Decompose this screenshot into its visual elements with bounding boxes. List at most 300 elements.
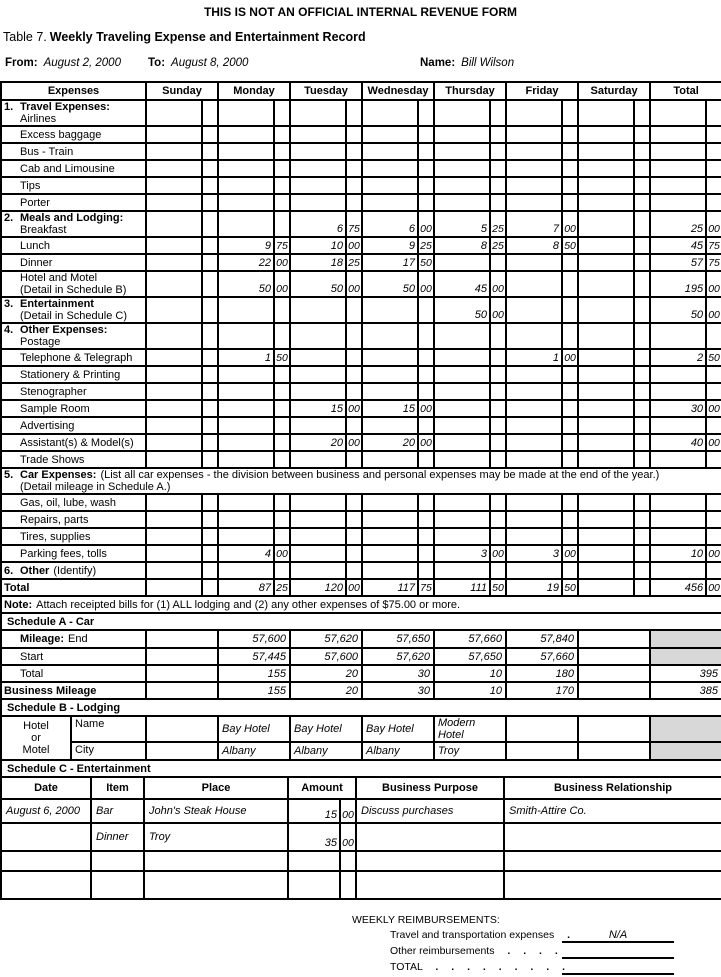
row-label [4,403,143,415]
cents-fri [562,451,578,468]
amount-tue [290,545,346,562]
lodging-city-thu: Troy [434,742,506,760]
schedule-a-thu: 57,650 [434,648,506,665]
row-label-plain: Total [20,667,44,680]
row-label-sub: Breakfast [20,224,67,236]
note-row [1,596,721,613]
cents-tue [346,383,362,400]
schedule-a-thu: 57,660 [434,630,506,648]
schedule-a-total [650,648,721,665]
row-label [4,548,143,560]
cents-sat [634,323,650,349]
amount-thu [434,100,490,126]
amount-sat [578,366,634,383]
cents-total [706,383,721,400]
cents-wed: 00 [418,211,434,237]
cents-thu [490,562,506,579]
cents-tue: 00 [346,434,362,451]
row-number: 1. [4,101,14,113]
schedule-b-title: Schedule B - Lodging [1,699,721,716]
amount-wed [362,194,418,211]
cents-mon [274,323,290,349]
amount-thu [434,562,490,579]
row-label [4,469,719,481]
entertainment-date [1,851,91,871]
cents-sun [202,254,218,271]
amount-thu [434,160,490,177]
row-label [4,352,143,364]
cents-fri [562,194,578,211]
amount-wed [362,177,418,194]
cents-sat [634,562,650,579]
row-label [4,514,143,526]
amount-thu: 3 [434,545,490,562]
schedule-a-tue: 20 [290,665,362,682]
cents-wed: 50 [418,254,434,271]
cents-fri [562,434,578,451]
cents-sat [634,100,650,126]
amount-sat [578,451,634,468]
amount-thu [434,143,490,160]
cents-wed [418,297,434,323]
cents-tue: 00 [346,400,362,417]
entertainment-relationship [504,823,721,851]
cents-wed [418,177,434,194]
amount-mon: 50 [218,271,274,297]
cents-tue [346,126,362,143]
amount-total [650,143,706,160]
cents-sun [202,237,218,254]
amount-thu [434,366,490,383]
cents-wed [418,126,434,143]
row-label [4,633,143,645]
amount-sat [578,400,634,417]
to-value: August 8, 2000 [171,57,249,69]
column-header-sunday: Sunday [146,82,218,100]
lodging-name-fri [506,716,578,742]
from-field [5,57,121,69]
amount-thu [434,451,490,468]
amount-sat [578,194,634,211]
schedule-a-wed: 30 [362,665,434,682]
amount-total: 195 [650,271,706,297]
row-label-plain: Excess baggage [20,128,102,141]
amount-tue [290,383,346,400]
cents-sat [634,143,650,160]
amount-thu [434,126,490,143]
cents-wed [418,323,434,349]
cents-sat [634,211,650,237]
schedule-a-label [1,648,146,665]
amount-sun [146,126,202,143]
weekly-reimbursements-section [352,914,674,977]
expense-row [1,349,721,366]
cents-sat [634,237,650,254]
entertainment-place: Troy [144,823,288,851]
entertainment-row [1,799,721,823]
amount-wed [362,366,418,383]
cents-thu: 25 [490,211,506,237]
cents-mon [274,494,290,511]
cents-thu [490,323,506,349]
cents-tue [346,349,362,366]
amount-wed: 6 [362,211,418,237]
schedule-a-label [1,630,146,648]
row-label-plain: Tires, supplies [20,530,91,543]
lodging-name-sun [146,716,218,742]
expense-label-cell [1,126,146,143]
cents-wed [418,366,434,383]
row-number: 3. [4,298,14,310]
column-header-monday: Monday [218,82,290,100]
schedule-a-sun [146,648,218,665]
cents-total: 00 [706,579,721,596]
amount-tue [290,160,346,177]
row-label [4,369,143,381]
cents-wed [418,160,434,177]
cents-thu [490,383,506,400]
amount-tue [290,143,346,160]
entertainment-cents [340,871,356,899]
amount-tue: 15 [290,400,346,417]
entertainment-place [144,851,288,871]
row-label-plain: Repairs, parts [20,513,89,526]
cents-total [706,194,721,211]
amount-sat [578,434,634,451]
cents-sat [634,126,650,143]
row-label [4,240,143,252]
cents-wed [418,562,434,579]
row-label-plain: Parking fees, tolls [20,547,107,560]
row-label-plain: Gas, oil, lube, wash [20,496,116,509]
expense-label-cell [1,177,146,194]
cents-fri: 00 [562,545,578,562]
amount-tue: 18 [290,254,346,271]
amount-fri [506,417,562,434]
cents-total [706,528,721,545]
cents-wed [418,417,434,434]
amount-tue [290,100,346,126]
amount-tue [290,349,346,366]
amount-wed [362,451,418,468]
amount-sun [146,323,202,349]
cents-tue [346,545,362,562]
schedule-c-title-row [1,760,721,777]
amount-sun [146,579,202,596]
row-label-bold: Note: [4,598,33,611]
cents-wed [418,494,434,511]
cents-sun [202,511,218,528]
row-number: 6. [4,564,14,577]
row-label-plain: Cab and Limousine [20,162,115,175]
leader-dots: . . . . [507,945,563,957]
schedule-a-fri: 170 [506,682,578,699]
amount-fri [506,528,562,545]
cents-sat [634,434,650,451]
row-label [4,324,143,336]
expense-row [1,562,721,579]
entertainment-row [1,871,721,899]
reimbursement-line-total [352,961,674,977]
cents-thu [490,434,506,451]
row-label [4,685,143,697]
row-label [4,668,143,680]
cents-thu: 00 [490,297,506,323]
amount-wed [362,562,418,579]
amount-mon [218,323,274,349]
amount-total [650,528,706,545]
amount-thu: 111 [434,579,490,596]
amount-fri [506,194,562,211]
entertainment-amount [288,851,340,871]
amount-total [650,366,706,383]
expense-label-cell [1,366,146,383]
cents-sun [202,494,218,511]
expense-row [1,143,721,160]
cents-wed [418,194,434,211]
expense-row [1,451,721,468]
cents-mon: 75 [274,237,290,254]
cents-mon [274,434,290,451]
cents-mon: 00 [274,254,290,271]
amount-mon: 22 [218,254,274,271]
entertainment-row [1,851,721,871]
row-label [4,437,143,449]
amount-total [650,126,706,143]
amount-mon [218,100,274,126]
schedule-a-sun [146,665,218,682]
entertainment-item [91,871,144,899]
reimbursement-label: Other reimbursements [390,945,495,957]
cents-sat [634,160,650,177]
amount-thu [434,400,490,417]
entertainment-purpose [356,823,504,851]
cents-tue [346,100,362,126]
cents-sat [634,545,650,562]
amount-wed [362,383,418,400]
expense-row [1,254,721,271]
cents-fri: 50 [562,237,578,254]
cents-fri [562,511,578,528]
amount-total [650,100,706,126]
amount-mon: 1 [218,349,274,366]
amount-mon [218,434,274,451]
cents-sat [634,297,650,323]
cents-total [706,494,721,511]
cents-sat [634,271,650,297]
amount-wed [362,100,418,126]
cents-fri [562,297,578,323]
amount-total [650,511,706,528]
row-label-sub: Postage [20,336,61,348]
cents-total [706,126,721,143]
amount-total [650,494,706,511]
cents-tue: 25 [346,254,362,271]
amount-tue: 6 [290,211,346,237]
amount-tue: 20 [290,434,346,451]
entertainment-date: August 6, 2000 [1,799,91,823]
lodging-city-tue: Albany [290,742,362,760]
schedule-a-mon: 57,600 [218,630,290,648]
amount-fri [506,254,562,271]
leader-dots: . [567,929,576,941]
expense-label-cell [1,562,146,579]
expense-row [1,160,721,177]
entertainment-purpose [356,871,504,899]
cents-total: 00 [706,297,721,323]
cents-thu [490,528,506,545]
cents-sat [634,194,650,211]
row-label-bold: Car Expenses: [20,469,97,481]
amount-fri [506,100,562,126]
cents-sun [202,579,218,596]
cents-wed [418,451,434,468]
entertainment-cents: 00 [340,823,356,851]
schedule-a-label [1,682,146,699]
row-label-plain: Tips [20,179,41,192]
column-header-total: Total [650,82,721,100]
expense-row [1,366,721,383]
row-label-plain: Advertising [20,419,75,432]
entertainment-cents [340,851,356,871]
schedule-a-wed: 57,650 [362,630,434,648]
cents-mon [274,528,290,545]
amount-sat [578,323,634,349]
amount-tue [290,451,346,468]
cents-thu: 00 [490,271,506,297]
expense-row [1,511,721,528]
lodging-city-sat [578,742,650,760]
expense-row [1,434,721,451]
schedule-b-city-row [1,742,721,760]
expense-label-cell [1,237,146,254]
cents-fri [562,143,578,160]
amount-mon [218,511,274,528]
amount-mon: 9 [218,237,274,254]
row-label-plain: Stenographer [20,385,87,398]
amount-sun [146,177,202,194]
column-header-saturday: Saturday [578,82,650,100]
amount-wed: 15 [362,400,418,417]
cents-thu: 25 [490,237,506,254]
amount-thu [434,528,490,545]
amount-fri [506,494,562,511]
amount-total [650,417,706,434]
lodging-name-sat [578,716,650,742]
amount-sat [578,349,634,366]
cents-mon [274,211,290,237]
cents-wed [418,143,434,160]
amount-thu [434,434,490,451]
cents-tue [346,366,362,383]
schedule-c-title: Schedule C - Entertainment [1,760,721,777]
cents-mon [274,297,290,323]
row-label-plain: Sample Room [20,402,90,415]
cents-sun [202,100,218,126]
amount-sat [578,254,634,271]
cents-wed [418,511,434,528]
cents-sun [202,417,218,434]
row-label-plain: End [68,633,88,645]
cents-sun [202,400,218,417]
row-label [4,565,143,577]
entertainment-purpose [356,851,504,871]
row-label-plain: Start [20,650,44,663]
cents-sat [634,383,650,400]
expense-row [1,177,721,194]
cents-tue [346,494,362,511]
cents-sat [634,400,650,417]
cents-thu [490,143,506,160]
name-row-label: Name [71,716,146,742]
row-number: 2. [4,212,14,224]
cents-wed [418,349,434,366]
amount-sat [578,562,634,579]
cents-sun [202,528,218,545]
row-label [4,180,143,192]
column-header-thursday: Thursday [434,82,506,100]
row-label [4,197,143,209]
schedule-a-mon: 57,445 [218,648,290,665]
cents-sun [202,297,218,323]
amount-total [650,383,706,400]
amount-tue: 10 [290,237,346,254]
amount-sat [578,383,634,400]
expense-row [1,237,721,254]
cents-sat [634,366,650,383]
expense-row [1,194,721,211]
cents-tue [346,160,362,177]
cents-thu: 00 [490,545,506,562]
amount-total [650,194,706,211]
cents-mon [274,366,290,383]
expense-row [1,400,721,417]
amount-mon [218,366,274,383]
amount-fri: 8 [506,237,562,254]
cents-mon: 00 [274,545,290,562]
amount-wed [362,417,418,434]
row-label [4,146,143,158]
amount-sun [146,400,202,417]
entertainment-purpose: Discuss purchases [356,799,504,823]
cents-thu [490,194,506,211]
amount-tue [290,494,346,511]
cents-thu [490,177,506,194]
cents-sun [202,545,218,562]
amount-fri: 19 [506,579,562,596]
cents-thu [490,451,506,468]
row-label-plain: Hotel and Motel [20,272,98,284]
schedule-a-row [1,630,721,648]
cents-thu [490,100,506,126]
amount-fri [506,160,562,177]
amount-sun [146,297,202,323]
amount-mon [218,194,274,211]
name-field [420,57,514,69]
amount-sun [146,494,202,511]
expense-label-cell [1,511,146,528]
entertainment-place [144,871,288,899]
schedule-a-thu: 10 [434,665,506,682]
reimbursements-title: WEEKLY REIMBURSEMENTS: [352,914,500,926]
cents-total: 00 [706,434,721,451]
cents-thu: 50 [490,579,506,596]
reimbursement-value-underline [562,961,674,975]
entertainment-item [91,851,144,871]
schedule-a-row [1,682,721,699]
reimbursement-label: Travel and transportation expenses [390,929,555,941]
column-header-tuesday: Tuesday [290,82,362,100]
